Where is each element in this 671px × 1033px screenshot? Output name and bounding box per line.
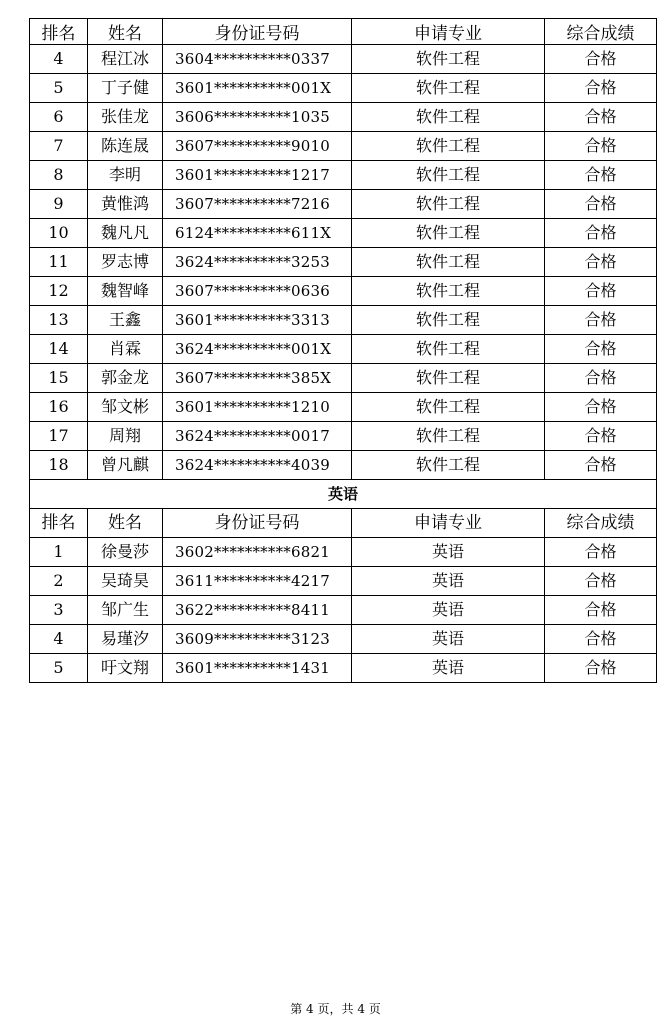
table-row [30, 74, 657, 103]
rank-cell: 5 [30, 654, 88, 683]
name-cell: 魏智峰 [88, 277, 163, 306]
table-row [30, 393, 657, 422]
header-major: 申请专业 [352, 19, 545, 45]
table-row [30, 103, 657, 132]
result-cell: 合格 [545, 248, 657, 277]
rank-cell: 5 [30, 74, 88, 103]
id-number-cell: 3601**********1210 [163, 393, 352, 422]
header-name: 姓名 [88, 509, 163, 538]
name-cell: 陈连晟 [88, 132, 163, 161]
page-footer: 第 4 页，共 4 页 [290, 1002, 381, 1016]
table-row [30, 190, 657, 219]
table-row [30, 161, 657, 190]
name-cell: 王鑫 [88, 306, 163, 335]
result-cell: 合格 [545, 277, 657, 306]
name-cell: 黄惟鸿 [88, 190, 163, 219]
id-number-cell: 3601**********3313 [163, 306, 352, 335]
rank-cell: 14 [30, 335, 88, 364]
table-row [30, 364, 657, 393]
result-cell: 合格 [545, 335, 657, 364]
id-number-cell: 3606**********1035 [163, 103, 352, 132]
id-number-cell: 3611**********4217 [163, 567, 352, 596]
major-cell: 软件工程 [352, 45, 545, 74]
rank-cell: 16 [30, 393, 88, 422]
name-cell: 邹文彬 [88, 393, 163, 422]
major-cell: 软件工程 [352, 451, 545, 480]
result-cell: 合格 [545, 103, 657, 132]
name-cell: 曾凡麒 [88, 451, 163, 480]
header-id-number: 身份证号码 [163, 19, 352, 45]
major-cell: 软件工程 [352, 132, 545, 161]
name-cell: 张佳龙 [88, 103, 163, 132]
header-name: 姓名 [88, 19, 163, 45]
rank-cell: 7 [30, 132, 88, 161]
table-row [30, 625, 657, 654]
major-cell: 英语 [352, 538, 545, 567]
major-cell: 英语 [352, 654, 545, 683]
result-cell: 合格 [545, 219, 657, 248]
name-cell: 吁文翔 [88, 654, 163, 683]
result-cell: 合格 [545, 132, 657, 161]
rank-cell: 1 [30, 538, 88, 567]
id-number-cell: 3607**********9010 [163, 132, 352, 161]
result-cell: 合格 [545, 422, 657, 451]
rank-cell: 3 [30, 596, 88, 625]
header-id-number: 身份证号码 [163, 509, 352, 538]
id-number-cell: 3624**********3253 [163, 248, 352, 277]
rank-cell: 12 [30, 277, 88, 306]
major-cell: 软件工程 [352, 422, 545, 451]
rank-cell: 11 [30, 248, 88, 277]
table-body [30, 19, 657, 683]
rank-cell: 15 [30, 364, 88, 393]
id-number-cell: 3607**********385X [163, 364, 352, 393]
rank-cell: 17 [30, 422, 88, 451]
name-cell: 魏凡凡 [88, 219, 163, 248]
major-cell: 软件工程 [352, 393, 545, 422]
major-cell: 软件工程 [352, 364, 545, 393]
table-row [30, 219, 657, 248]
name-cell: 李明 [88, 161, 163, 190]
id-number-cell: 3624**********4039 [163, 451, 352, 480]
table-row [30, 451, 657, 480]
major-cell: 软件工程 [352, 74, 545, 103]
id-number-cell: 3601**********1431 [163, 654, 352, 683]
major-cell: 英语 [352, 625, 545, 654]
rank-cell: 9 [30, 190, 88, 219]
section-title-row [30, 480, 657, 509]
result-cell: 合格 [545, 538, 657, 567]
id-number-cell: 3624**********0017 [163, 422, 352, 451]
result-cell: 合格 [545, 364, 657, 393]
id-number-cell: 3604**********0337 [163, 45, 352, 74]
result-cell: 合格 [545, 654, 657, 683]
header-rank: 排名 [30, 19, 88, 45]
result-cell: 合格 [545, 596, 657, 625]
result-cell: 合格 [545, 161, 657, 190]
name-cell: 吴琦昊 [88, 567, 163, 596]
name-cell: 徐曼莎 [88, 538, 163, 567]
id-number-cell: 3609**********3123 [163, 625, 352, 654]
id-number-cell: 3602**********6821 [163, 538, 352, 567]
id-number-cell: 3601**********1217 [163, 161, 352, 190]
major-cell: 软件工程 [352, 306, 545, 335]
name-cell: 郭金龙 [88, 364, 163, 393]
table-row [30, 45, 657, 74]
table-row [30, 277, 657, 306]
header-result: 综合成绩 [545, 19, 657, 45]
name-cell: 周翔 [88, 422, 163, 451]
id-number-cell: 6124**********611X [163, 219, 352, 248]
result-cell: 合格 [545, 306, 657, 335]
name-cell: 程江冰 [88, 45, 163, 74]
id-number-cell: 3622**********8411 [163, 596, 352, 625]
table-row [30, 538, 657, 567]
table-row [30, 306, 657, 335]
rank-cell: 8 [30, 161, 88, 190]
major-cell: 软件工程 [352, 219, 545, 248]
table-row [30, 567, 657, 596]
table-row [30, 248, 657, 277]
result-cell: 合格 [545, 393, 657, 422]
major-cell: 软件工程 [352, 103, 545, 132]
major-cell: 英语 [352, 596, 545, 625]
rank-cell: 18 [30, 451, 88, 480]
result-cell: 合格 [545, 190, 657, 219]
table-row [30, 422, 657, 451]
name-cell: 罗志博 [88, 248, 163, 277]
table-row [30, 596, 657, 625]
id-number-cell: 3607**********7216 [163, 190, 352, 219]
header-major: 申请专业 [352, 509, 545, 538]
name-cell: 易瑾汐 [88, 625, 163, 654]
major-cell: 软件工程 [352, 190, 545, 219]
table-row [30, 654, 657, 683]
name-cell: 邹广生 [88, 596, 163, 625]
name-cell: 肖霖 [88, 335, 163, 364]
major-cell: 英语 [352, 567, 545, 596]
rank-cell: 10 [30, 219, 88, 248]
name-cell: 丁子健 [88, 74, 163, 103]
result-cell: 合格 [545, 451, 657, 480]
major-cell: 软件工程 [352, 277, 545, 306]
id-number-cell: 3601**********001X [163, 74, 352, 103]
header-result: 综合成绩 [545, 509, 657, 538]
major-cell: 软件工程 [352, 248, 545, 277]
id-number-cell: 3624**********001X [163, 335, 352, 364]
result-cell: 合格 [545, 625, 657, 654]
admission-results-table [29, 18, 657, 683]
section-title-english: 英语 [30, 480, 657, 509]
table-header-row [30, 19, 657, 45]
result-cell: 合格 [545, 74, 657, 103]
result-cell: 合格 [545, 45, 657, 74]
rank-cell: 6 [30, 103, 88, 132]
rank-cell: 13 [30, 306, 88, 335]
result-cell: 合格 [545, 567, 657, 596]
header-rank: 排名 [30, 509, 88, 538]
major-cell: 软件工程 [352, 161, 545, 190]
table-row [30, 335, 657, 364]
table-row [30, 132, 657, 161]
rank-cell: 4 [30, 625, 88, 654]
rank-cell: 2 [30, 567, 88, 596]
table-header-row [30, 509, 657, 538]
id-number-cell: 3607**********0636 [163, 277, 352, 306]
rank-cell: 4 [30, 45, 88, 74]
major-cell: 软件工程 [352, 335, 545, 364]
